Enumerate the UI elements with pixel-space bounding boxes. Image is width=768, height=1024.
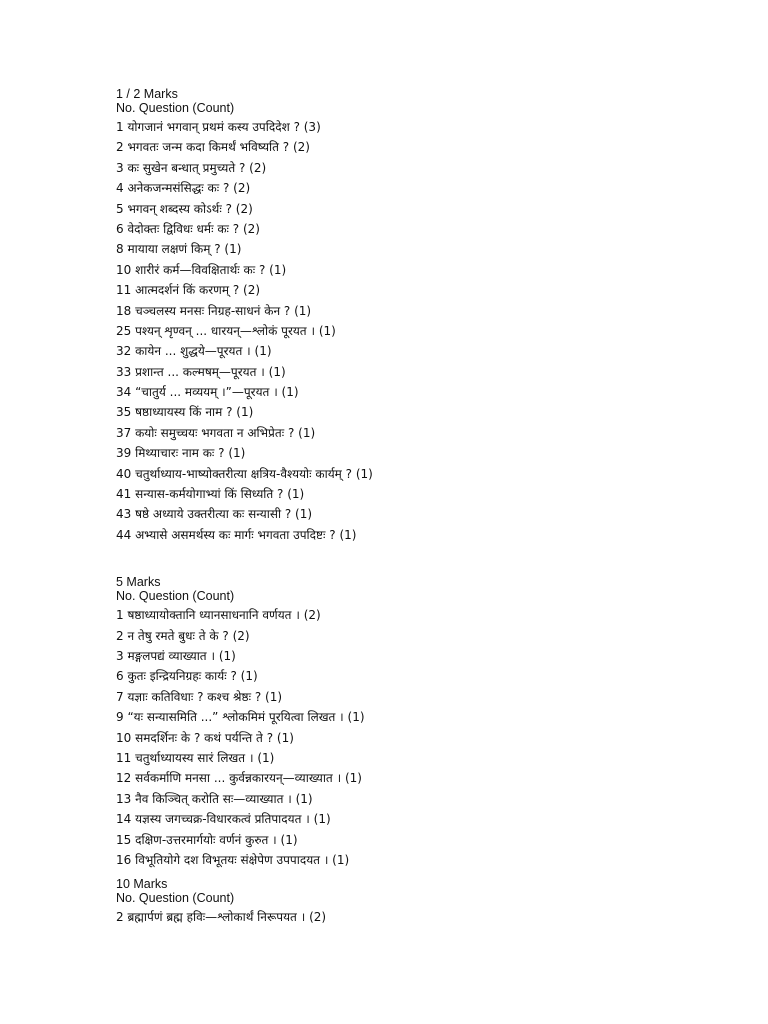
question-item: 1 षष्ठाध्यायोक्तानि ध्यानसाधनानि वर्णयत । (2): [116, 608, 321, 623]
question-list: [116, 117, 736, 545]
question-item: 43 षष्ठे अध्याये उक्तरीत्या कः सन्यासी ? (1): [116, 507, 313, 522]
question-item: 7 यज्ञाः कतिविधाः ? कश्च श्रेष्ठः ? (1): [116, 689, 283, 704]
question-item: 18 चञ्चलस्य मनसः निग्रह-साधनं केन ? (1): [116, 303, 312, 318]
section-title: 10 Marks: [116, 877, 168, 892]
question-item: 6 वेदोक्तः द्विविधः धर्मः कः ? (2): [116, 221, 260, 236]
question-list: [116, 605, 736, 870]
section-title: 1 / 2 Marks: [116, 87, 178, 101]
column-header: No. Question (Count): [116, 891, 235, 906]
question-item: 39 मिथ्याचारः नाम कः ? (1): [116, 446, 246, 461]
section-5-marks: [116, 575, 736, 870]
question-item: 3 मङ्गलपद्यं व्याख्यात । (1): [116, 648, 236, 663]
column-header: No. Question (Count): [116, 589, 235, 604]
question-item: 4 अनेकजन्मसंसिद्धः कः ? (2): [116, 181, 251, 196]
question-item: 32 कायेन ... शुद्धये—पूरयत । (1): [116, 344, 272, 359]
question-item: 12 सर्वकर्माणि मनसा ... कुर्वन्नकारयन्—व्याख्यात । (1): [116, 771, 362, 786]
question-item: 1 योगजानं भगवान् प्रथमं कस्य उपदिदेश ? (3): [116, 120, 321, 134]
question-item: 13 नैव किञ्चित् करोति सः—व्याख्यात । (1): [116, 791, 313, 806]
question-item: 33 प्रशान्त ... कल्मषम्—पूरयत । (1): [116, 364, 286, 379]
question-item: 3 कः सुखेन बन्धात् प्रमुच्यते ? (2): [116, 160, 267, 175]
question-item: 8 मायाया लक्षणं किम् ? (1): [116, 242, 242, 257]
question-item: 2 भगवतः जन्म कदा किमर्थं भविष्यति ? (2): [116, 140, 310, 155]
section-half-marks: [116, 87, 736, 545]
question-item: 2 ब्रह्मार्पणं ब्रह्म हविः—श्लोकार्थं निरूपयत । (2): [116, 910, 327, 925]
question-item: 6 कुतः इन्द्रियनिग्रहः कार्यः ? (1): [116, 669, 258, 684]
question-list: [116, 907, 736, 927]
question-item: 37 कयोः समुच्चयः भगवता न अभिप्रेतः ? (1): [116, 425, 316, 440]
question-item: 15 दक्षिण-उत्तरमार्गयोः वर्णनं कुरुत । (1): [116, 832, 298, 847]
question-item: 14 यज्ञस्य जगच्चक्र-विधारकत्वं प्रतिपादयत । (1): [116, 812, 331, 827]
question-item: 2 न तेषु रमते बुधः ते के ? (2): [116, 628, 250, 643]
question-item: 9 “यः सन्यासमिति ...” श्लोकमिमं पूरयित्वा लिखत । (1): [116, 710, 365, 725]
question-item: 5 भगवन् शब्दस्य कोऽर्थः ? (2): [116, 201, 253, 216]
question-item: 10 समदर्शिनः के ? कथं पर्यन्ति ते ? (1): [116, 730, 294, 745]
question-item: 34 “चातुर्य ... मव्ययम् ।”—पूरयत । (1): [116, 385, 299, 400]
document-page: [116, 87, 736, 928]
question-item: 41 सन्यास-कर्मयोगाभ्यां किं सिध्यति ? (1): [116, 487, 305, 502]
column-header: No. Question (Count): [116, 101, 235, 115]
question-item: 11 आत्मदर्शनं किं करणम् ? (2): [116, 283, 261, 298]
question-item: 11 चतुर्थाध्यायस्य सारं लिखत । (1): [116, 750, 275, 765]
section-title: 5 Marks: [116, 575, 161, 590]
question-item: 10 शारीरं कर्म—विवक्षितार्थः कः ? (1): [116, 262, 287, 277]
section-10-marks: [116, 877, 736, 927]
question-item: 44 अभ्यासे असमर्थस्य कः मार्गः भगवता उपदिष्टः ? (1): [116, 527, 357, 542]
question-item: 40 चतुर्थाध्याय-भाष्योक्तरीत्या क्षत्रिय-वैश्ययोः कार्यम् ? (1): [116, 466, 373, 481]
question-item: 16 विभूतियोगे दश विभूतयः संक्षेपेण उपपादयत । (1): [116, 852, 350, 867]
question-item: 25 पश्यन् शृण्वन् ... धारयन्—श्लोकं पूरयत । (1): [116, 323, 336, 338]
question-item: 35 षष्ठाध्यायस्य किं नाम ? (1): [116, 405, 254, 420]
